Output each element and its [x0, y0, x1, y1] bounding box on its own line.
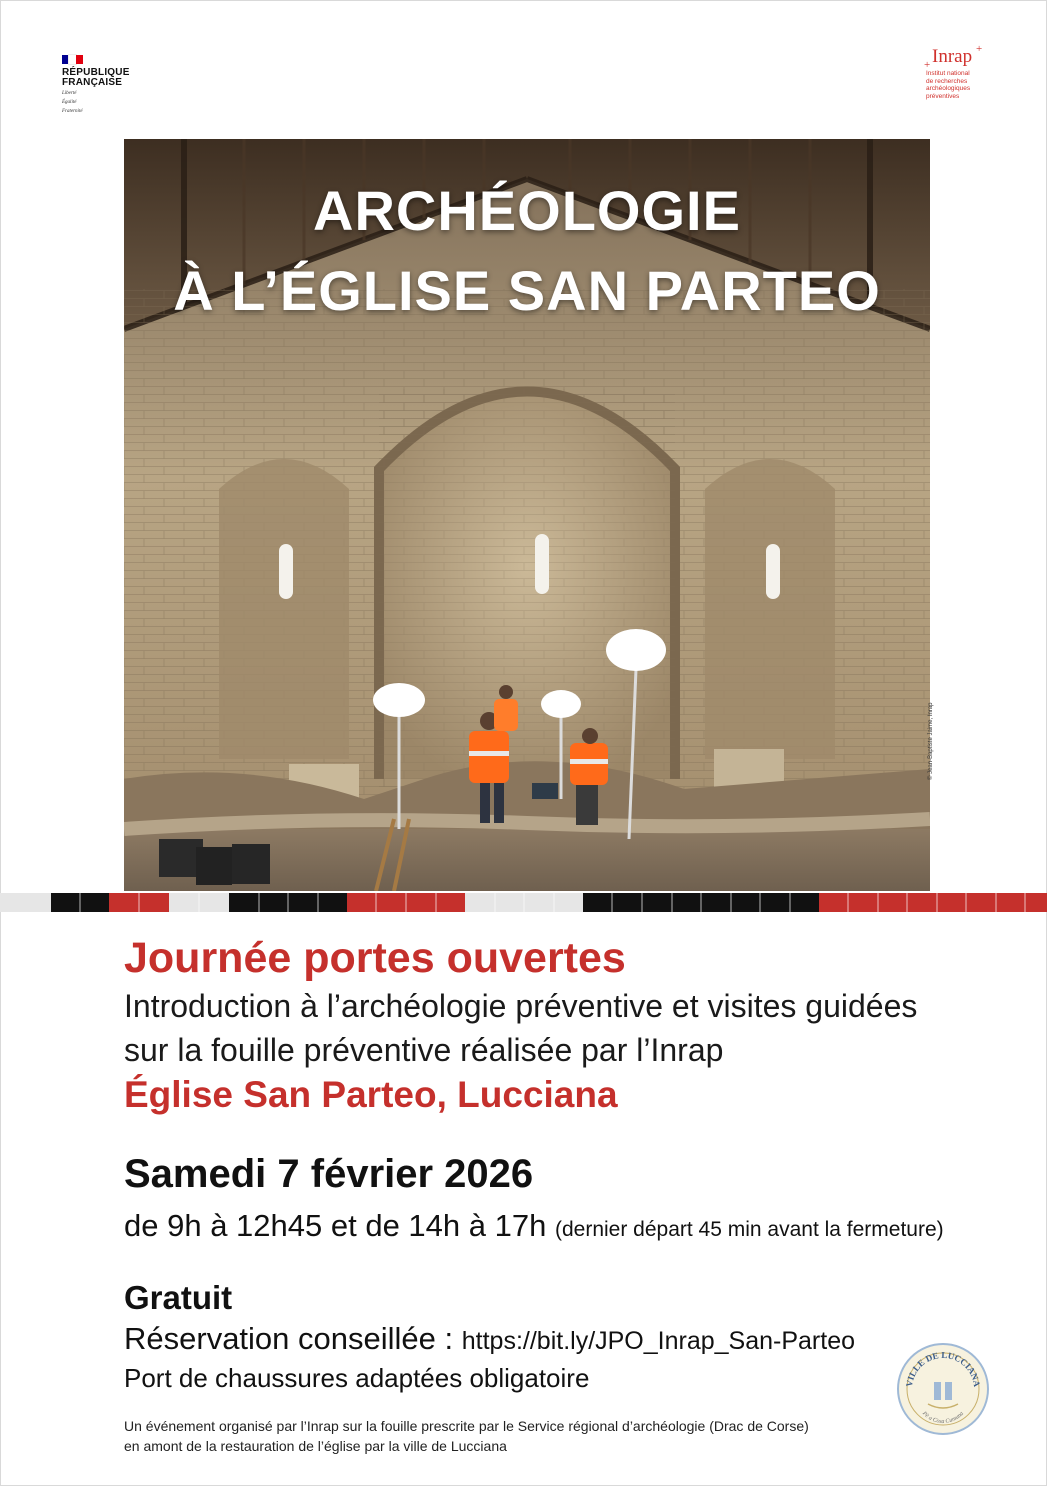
reservation	[124, 1321, 855, 1357]
seal-text: VILLE DE LUCCIANA	[903, 1349, 983, 1388]
rf-motto-line3: Fraternité	[62, 109, 83, 114]
inrap-logo	[924, 43, 996, 100]
inrap-subtitle-line3: archéologiques	[926, 85, 971, 92]
event-title: Journée portes ouvertes	[124, 934, 626, 982]
inrap-subtitle	[926, 70, 996, 100]
rf-motto-line2: Égalité	[62, 100, 77, 105]
church-interior-illustration	[124, 139, 930, 891]
event-hours-note: (dernier départ 45 min avant la fermeture)	[554, 1218, 944, 1241]
photo-credit: © Jean-Baptiste Jaime, Inrap	[928, 702, 934, 780]
event-hours	[124, 1208, 944, 1244]
event-price: Gratuit	[124, 1279, 233, 1316]
shoes-requirement: Port de chaussures adaptées obligatoire	[124, 1363, 590, 1393]
footer-line2: en amont de la restauration de l’église par la ville de Lucciana	[124, 1438, 507, 1454]
reservation-link[interactable]: https://bit.ly/JPO_Inrap_San-Parteo	[461, 1327, 856, 1355]
inrap-subtitle-line2: de recherches	[926, 77, 968, 85]
inrap-name: Inrap	[932, 46, 973, 67]
republique-francaise-logo	[62, 55, 130, 115]
event-date: Samedi 7 février 2026	[124, 1152, 534, 1196]
ville-de-lucciana-seal	[896, 1342, 990, 1436]
hero-title-line1: ARCHÉOLOGIE	[313, 179, 741, 242]
event-place: Église San Parteo, Lucciana	[124, 1074, 618, 1115]
footer-line1: Un événement organisé par l’Inrap sur la fouille prescrite par le Service régional d’archéologie (Drac de Corse)	[124, 1418, 809, 1434]
inrap-subtitle-line1: Institut national	[926, 70, 970, 77]
reservation-label: Réservation conseillée :	[124, 1321, 454, 1356]
event-intro-line1: Introduction à l’archéologie préventive et visites guidées	[124, 988, 918, 1024]
hero-title-line2: À L’ÉGLISE SAN PARTEO	[173, 259, 881, 322]
rf-title-line2: FRANÇAISE	[62, 77, 123, 88]
decorative-stripe	[0, 893, 1047, 912]
plus-icon: +	[924, 59, 931, 71]
french-flag-icon	[62, 55, 130, 64]
event-intro-line2: sur la fouille préventive réalisée par l’Inrap	[124, 1032, 724, 1068]
seal-motto: Pè a Cosa Cumuna	[920, 1410, 966, 1426]
rf-title-line1: RÉPUBLIQUE	[62, 67, 130, 78]
event-hours-text: de 9h à 12h45 et de 14h à 17h	[124, 1208, 547, 1243]
plus-icon: +	[976, 43, 983, 55]
inrap-subtitle-line4: préventives	[926, 92, 960, 100]
rf-motto-line1: Liberté	[62, 91, 77, 96]
church-excavation-photo	[124, 139, 930, 891]
